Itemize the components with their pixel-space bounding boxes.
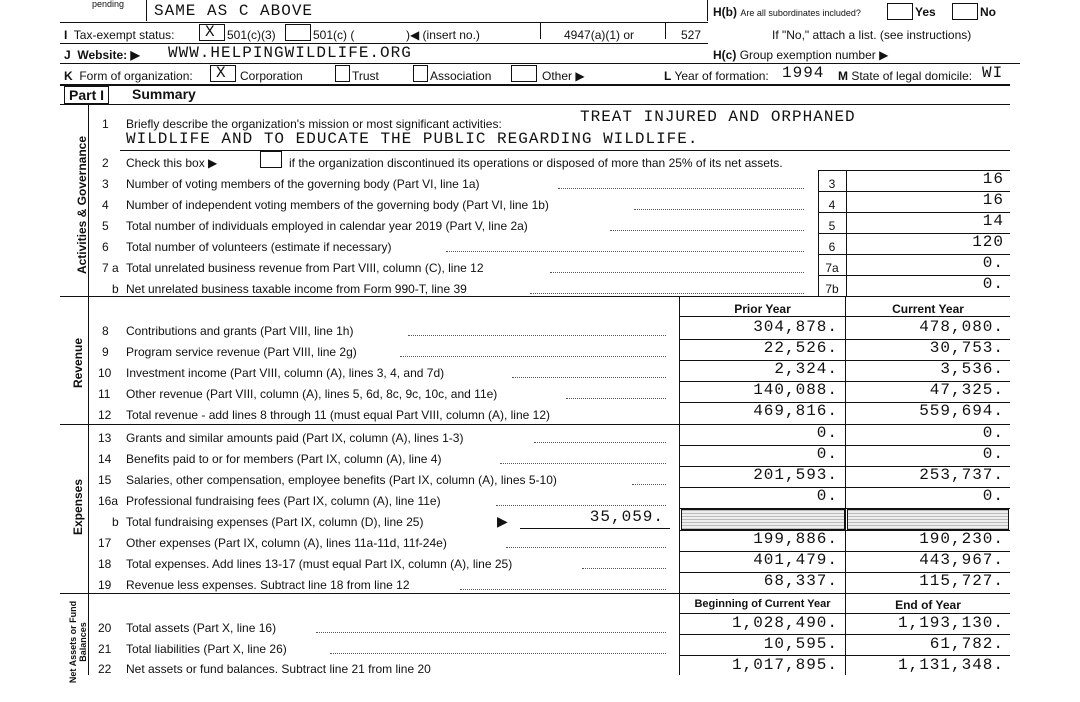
- net-row-current: 1,131,348.: [897, 656, 1004, 674]
- gov-row-value: 120: [972, 233, 1004, 251]
- k-corporation-label: Corporation: [240, 69, 303, 83]
- mission-value-1: TREAT INJURED AND ORPHANED: [580, 108, 856, 126]
- hb-yes-label: Yes: [915, 5, 936, 19]
- k-assoc-label: Association: [430, 69, 492, 83]
- leader-dots: [534, 442, 666, 443]
- leader-dots: [610, 230, 804, 231]
- leader-dots: [500, 463, 666, 464]
- net-row-prior: 1,017,895.: [731, 656, 838, 674]
- rev-row-current: 47,325.: [929, 381, 1004, 399]
- exp-row-num: 14: [98, 452, 112, 466]
- pending-label: pending: [92, 0, 125, 9]
- line-16b-underline: [520, 528, 670, 529]
- i-check-mark: X: [205, 23, 216, 41]
- hb-yes-checkbox[interactable]: [887, 3, 913, 20]
- hb-code: H(b): [713, 5, 737, 19]
- line-2-text-b: if the organization discontinued its operations or disposed of more than 25% of its net assets.: [289, 156, 783, 170]
- i-insert-label: )◀ (insert no.): [406, 28, 480, 42]
- leader-dots: [496, 505, 666, 506]
- rev-row-current: 478,080.: [919, 318, 1004, 336]
- exp-row-current: 0.: [982, 487, 1004, 505]
- gov-row-box: 3: [828, 177, 836, 191]
- leader-dots: [566, 398, 666, 399]
- rev-row-text: Investment income (Part VIII, column (A), lines 3, 4, and 7d): [126, 366, 445, 380]
- i-sep-2: [665, 23, 666, 39]
- leader-dots: [400, 356, 666, 357]
- exp-row-num: b: [112, 515, 119, 529]
- exp-row-text: Benefits paid to or for members (Part IX, column (A), line 4): [126, 452, 442, 466]
- gov-row-text: Total unrelated business revenue from Part VIII, column (C), line 12: [126, 261, 484, 275]
- exp-row-text: Other expenses (Part IX, column (A), lines 11a-11d, 11f-24e): [126, 536, 447, 550]
- l-label: [664, 69, 769, 83]
- gov-row-box: 4: [828, 198, 836, 212]
- net-row-text: Net assets or fund balances. Subtract line 21 from line 20: [126, 662, 431, 676]
- leader-dots: [582, 568, 666, 569]
- net-row-text: Total liabilities (Part X, line 26): [126, 642, 287, 656]
- exp-row-current: 0.: [982, 424, 1004, 442]
- net-row-prior: 1,028,490.: [731, 614, 838, 632]
- net-row-text: Total assets (Part X, line 16): [126, 621, 277, 635]
- line-16b-arrow: ▶: [497, 513, 508, 529]
- gov-row-text: Number of independent voting members of the governing body (Part VI, line 1b): [126, 198, 549, 212]
- shaded-cell-current: [847, 509, 1009, 530]
- leader-dots: [316, 632, 666, 633]
- exp-row-current: 190,230.: [919, 530, 1004, 548]
- k-label: [64, 69, 193, 83]
- rev-row-prior: 2,324.: [774, 360, 838, 378]
- i-text: Tax-exempt status:: [73, 28, 175, 42]
- leader-dots: [512, 377, 666, 378]
- exp-row-text: Revenue less expenses. Subtract line 18 from line 12: [126, 578, 410, 592]
- year-formation-value: 1994: [782, 64, 825, 82]
- gov-row-num: b: [112, 282, 119, 296]
- gov-row-box: 7a: [825, 261, 839, 275]
- net-row-num: 21: [98, 642, 112, 656]
- k-trust-label: Trust: [352, 69, 379, 83]
- exp-row-current: 253,737.: [919, 466, 1004, 484]
- net-row-num: 22: [98, 662, 112, 676]
- hc-text: Group exemption number: [739, 48, 876, 62]
- section-col-line: [88, 104, 89, 675]
- l-text: Year of formation:: [674, 69, 769, 83]
- rev-row-num: 9: [102, 345, 109, 359]
- exp-row-prior: 68,337.: [763, 572, 838, 590]
- line-16b-value: 35,059.: [589, 508, 664, 526]
- line-1-underline: [120, 150, 1010, 151]
- i-501c3-label: 501(c)(3): [227, 28, 276, 42]
- gov-row-value: 0.: [982, 254, 1004, 272]
- leader-dots: [634, 209, 804, 210]
- part-label: Part I: [64, 86, 109, 104]
- gov-row-box: 7b: [825, 282, 839, 296]
- l-code: L: [664, 69, 672, 83]
- exp-row-num: 15: [98, 473, 112, 487]
- leader-dots: [506, 547, 666, 548]
- exp-row-prior: 0.: [816, 487, 838, 505]
- shaded-cell-prior: [681, 509, 845, 530]
- j-label: [64, 48, 140, 62]
- leader-dots: [460, 589, 666, 590]
- gov-row-value: 16: [982, 191, 1004, 209]
- net-row-prior: 10,595.: [763, 635, 838, 653]
- col-header-rule: [679, 316, 1010, 317]
- leader-dots: [446, 251, 804, 252]
- i-4947-label: 4947(a)(1) or: [564, 28, 635, 42]
- gov-row-text: Number of voting members of the governing body (Part VI, line 1a): [126, 177, 480, 191]
- exp-row-text: Professional fundraising fees (Part IX, column (A), line 11e): [126, 494, 441, 508]
- gov-row-text: Total number of volunteers (estimate if necessary): [126, 240, 392, 254]
- leader-dots: [550, 272, 804, 273]
- leader-dots: [408, 335, 666, 336]
- section-net-label: Net Assets or Fund Balances: [68, 600, 88, 684]
- exp-bottom-rule: [60, 593, 1010, 594]
- hb-note: If "No," attach a list. (see instructions): [772, 28, 972, 42]
- amount-col-mid: [845, 296, 846, 675]
- col-header-prior: Prior Year: [734, 302, 791, 316]
- m-code: M: [838, 69, 848, 83]
- gov-row-num: 6: [102, 240, 109, 254]
- gov-row-box: 6: [828, 240, 836, 254]
- gov-row-value: 16: [982, 170, 1004, 188]
- exp-row-prior: 0.: [816, 445, 838, 463]
- exp-row-text: Grants and similar amounts paid (Part IX, column (A), lines 1-3): [126, 431, 464, 445]
- rev-row-current: 3,536.: [940, 360, 1004, 378]
- exp-row-num: 19: [98, 578, 112, 592]
- line-2-text-a: Check this box ▶: [126, 156, 218, 170]
- header-rule-1: [60, 22, 708, 23]
- state-domicile-value: WI: [982, 64, 1004, 82]
- rev-row-prior: 22,526.: [763, 339, 838, 357]
- header-rule-3: [60, 63, 1020, 64]
- gov-row-num: 3: [102, 177, 109, 191]
- part-rule: [60, 104, 1010, 105]
- k-assoc-checkbox[interactable]: [413, 65, 428, 82]
- gov-row-num: 5: [102, 219, 109, 233]
- exp-row-current: 443,967.: [919, 551, 1004, 569]
- gov-row-text: Total number of individuals employed in calendar year 2019 (Part V, line 2a): [126, 219, 528, 233]
- leader-dots: [330, 653, 666, 654]
- i-sep-1: [540, 23, 541, 39]
- exp-row-prior: 201,593.: [753, 466, 838, 484]
- col-header-boy: Beginning of Current Year: [694, 598, 831, 610]
- line-1-text: Briefly describe the organization's mission or most significant activities:: [126, 117, 502, 131]
- section-exp-label: Expenses: [71, 478, 85, 536]
- rev-row-num: 11: [98, 387, 111, 401]
- rev-row-text: Contributions and grants (Part VIII, line 1h): [126, 324, 354, 338]
- gov-row-value: 0.: [982, 275, 1004, 293]
- part-title: Summary: [132, 86, 196, 102]
- j-code: J: [64, 48, 71, 62]
- same-as-c-value: SAME AS C ABOVE: [154, 2, 314, 20]
- k-code: K: [64, 69, 73, 83]
- i-501c-checkbox[interactable]: [285, 24, 311, 41]
- exp-row-num: 17: [98, 536, 112, 550]
- k-other-label: Other ▶: [542, 69, 585, 83]
- amount-col-left: [679, 296, 680, 675]
- line-2-num: 2: [102, 156, 109, 170]
- rev-row-num: 8: [102, 324, 109, 338]
- hb-text: Are all subordinates included?: [740, 8, 861, 18]
- net-row-num: 20: [98, 621, 112, 635]
- leader-dots: [530, 293, 804, 294]
- gov-row-num: 4: [102, 198, 109, 212]
- mission-value-2: WILDLIFE AND TO EDUCATE THE PUBLIC REGARDING WILDLIFE.: [126, 130, 699, 148]
- i-label: [64, 28, 175, 42]
- rev-row-num: 10: [98, 366, 112, 380]
- exp-row-text: Total fundraising expenses (Part IX, column (D), line 25): [126, 515, 424, 529]
- rev-row-num: 12: [98, 408, 112, 422]
- line-2-checkbox[interactable]: [260, 151, 282, 168]
- j-text: Website: ▶: [77, 48, 140, 62]
- exp-row-num: 16a: [98, 494, 119, 508]
- rev-row-prior: 304,878.: [753, 318, 838, 336]
- hb-no-label: No: [980, 5, 996, 19]
- rev-row-current: 30,753.: [929, 339, 1004, 357]
- k-text: Form of organization:: [79, 69, 193, 83]
- exp-row-prior: 0.: [816, 424, 838, 442]
- line-1-num: 1: [102, 117, 109, 131]
- hc-code: H(c): [713, 48, 737, 62]
- gov-bottom-rule: [60, 296, 1010, 297]
- gov-row-value: 14: [982, 212, 1004, 230]
- net-row-current: 1,193,130.: [897, 614, 1004, 632]
- exp-row-current: 115,727.: [919, 572, 1004, 590]
- m-text: State of legal domicile:: [851, 69, 973, 83]
- section-rev-label: Revenue: [71, 337, 85, 389]
- m-label: [838, 69, 972, 83]
- k-trust-checkbox[interactable]: [335, 65, 350, 82]
- exp-row-current: 0.: [982, 445, 1004, 463]
- hb-label: [713, 5, 861, 19]
- col-header-eoy: End of Year: [895, 598, 961, 612]
- header-rule-4: [60, 84, 1010, 86]
- leader-dots: [632, 484, 666, 485]
- section-gov-label: Activities & Governance: [75, 135, 89, 275]
- rev-row-prior: 140,088.: [753, 381, 838, 399]
- exp-row-num: 13: [98, 431, 112, 445]
- net-row-current: 61,782.: [929, 635, 1004, 653]
- i-501c-label: 501(c) (: [313, 28, 355, 42]
- exp-row-num: 18: [98, 557, 112, 571]
- col-header-current: Current Year: [892, 302, 964, 316]
- exp-row-text: Salaries, other compensation, employee benefits (Part IX, column (A), lines 5-10): [126, 473, 557, 487]
- i-527-label: 527: [681, 28, 702, 42]
- k-check-mark: X: [216, 64, 227, 82]
- rev-row-text: Other revenue (Part VIII, column (A), lines 5, 6d, 8c, 9c, 10c, and 11e): [126, 387, 498, 401]
- exp-row-text: Total expenses. Add lines 13-17 (must equal Part IX, column (A), line 25): [126, 557, 513, 571]
- gov-row-box: 5: [828, 219, 836, 233]
- k-other-checkbox[interactable]: [511, 65, 537, 82]
- hc-label: H(c) Group exemption number ▶: [713, 48, 889, 62]
- leader-dots: [558, 188, 804, 189]
- gov-row-num: 7 a: [102, 261, 119, 275]
- rev-row-prior: 469,816.: [753, 402, 838, 420]
- website-value: WWW.HELPINGWILDLIFE.ORG: [168, 44, 412, 62]
- rev-row-text: Total revenue - add lines 8 through 11 (must equal Part VIII, column (A), line 12): [126, 408, 550, 422]
- hb-no-checkbox[interactable]: [952, 3, 978, 20]
- rev-row-current: 559,694.: [919, 402, 1004, 420]
- gov-row-text: Net unrelated business taxable income from Form 990-T, line 39: [126, 282, 467, 296]
- exp-row-prior: 199,886.: [753, 530, 838, 548]
- exp-row-prior: 401,479.: [753, 551, 838, 569]
- i-code: I: [64, 28, 68, 42]
- rev-row-text: Program service revenue (Part VIII, line 2g): [126, 345, 357, 359]
